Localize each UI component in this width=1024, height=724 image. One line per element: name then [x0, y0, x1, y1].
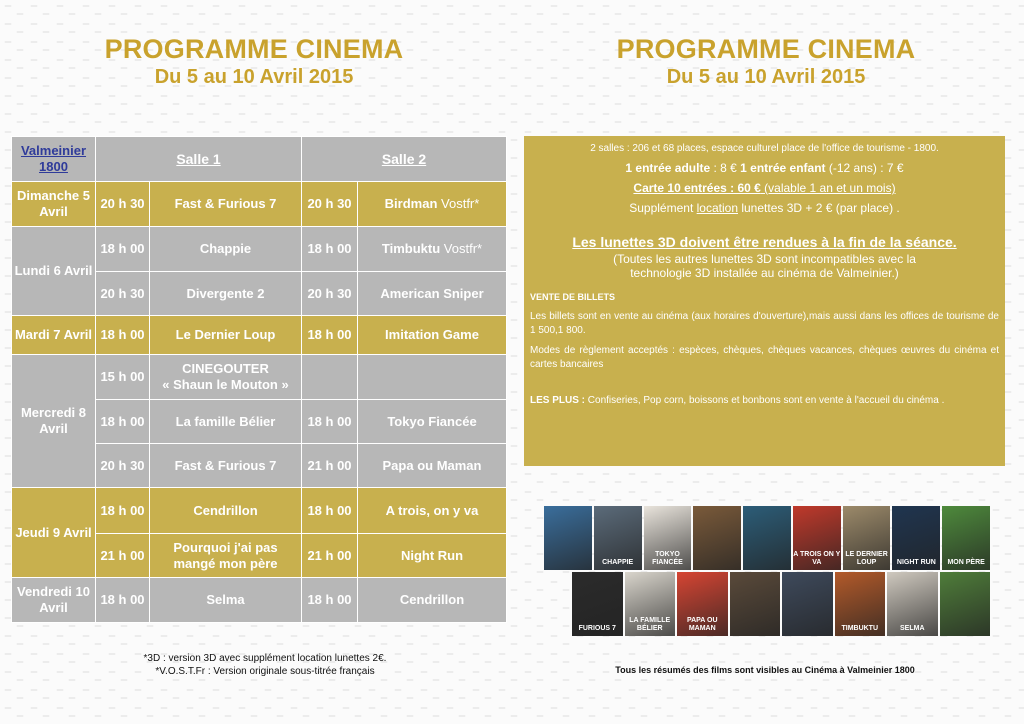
poster-la-famille-belier: LA FAMILLE BÉLIER — [625, 572, 676, 636]
film-title: Cendrillon — [358, 578, 507, 623]
poster-imitation-game — [782, 572, 833, 636]
vostfr-tag: Vostfr* — [440, 241, 483, 256]
showtime: 18 h 00 — [96, 316, 150, 355]
adult-price-label: 1 entrée adulte — [625, 161, 711, 175]
poster-row — [544, 506, 990, 570]
child-price: (-12 ans) : 7 € — [825, 161, 904, 175]
day-label: Vendredi 10 Avril — [12, 578, 96, 623]
plus-label: LES PLUS : — [530, 395, 588, 406]
vente-text: Les billets sont en vente au cinéma (aux horaires d'ouverture),mais aussi dans les offices de tourisme de 1 500,1 800. — [530, 311, 999, 336]
header-right — [556, 34, 976, 90]
poster-fast-furious-7: FURIOUS 7 — [572, 572, 623, 636]
table-row — [12, 316, 507, 355]
child-price-label: 1 entrée enfant — [740, 161, 826, 175]
showtime: 18 h 00 — [302, 488, 358, 534]
card-note: (valable 1 an et un mois) — [760, 181, 896, 195]
schedule-table — [11, 136, 507, 623]
showtime: 15 h 00 — [96, 355, 150, 400]
poster-birdman — [693, 506, 741, 570]
table-row — [12, 488, 507, 534]
showtime: 18 h 00 — [96, 488, 150, 534]
price-line — [530, 161, 999, 175]
glasses-compat: (Toutes les autres lunettes 3D sont incompatibles avec la technologie 3D installée au cinéma de Valmeinier.) — [613, 252, 916, 280]
poster-papa-ou-maman: PAPA OU MAMAN — [677, 572, 728, 636]
info-panel — [524, 136, 1005, 466]
film-title: CINEGOUTER — [182, 361, 269, 376]
supplement-text: Supplément — [629, 201, 697, 215]
footnote-vostfr: *V.O.S.T.Fr : Version originale sous-titrée français — [155, 666, 375, 677]
card-price: Carte 10 entrées : 60 € — [633, 181, 761, 195]
showtime: 21 h 00 — [96, 534, 150, 578]
vostfr-tag: Vostfr* — [437, 196, 480, 211]
day-label: Dimanche 5 Avril — [12, 182, 96, 227]
showtime: 18 h 00 — [302, 578, 358, 623]
film-title: Night Run — [358, 534, 507, 578]
showtime: 18 h 00 — [96, 578, 150, 623]
footnotes — [100, 652, 430, 678]
poster-chappie: CHAPPIE — [594, 506, 642, 570]
showtime: 20 h 30 — [96, 444, 150, 488]
poster-american-sniper — [730, 572, 781, 636]
location-header: Valmeinier 1800 — [12, 137, 96, 182]
film-title: Papa ou Maman — [358, 444, 507, 488]
table-row — [12, 182, 507, 227]
vente-title: VENTE DE BILLETS — [530, 292, 616, 302]
poster-divergente-2 — [743, 506, 791, 570]
day-label: Lundi 6 Avril — [12, 227, 96, 316]
film-cell — [358, 182, 507, 227]
table-row — [12, 227, 507, 272]
film-subtitle: « Shaun le Mouton » — [162, 377, 289, 392]
film-cell — [358, 227, 507, 272]
schedule-header-row — [12, 137, 507, 182]
day-label: Mercredi 8 Avril — [12, 355, 96, 488]
footnote-3d: *3D : version 3D avec supplément location lunettes 2€. — [143, 653, 387, 664]
film-title: Cendrillon — [150, 488, 302, 534]
film-title: Chappie — [150, 227, 302, 272]
resumes-note: Tous les résumés des films sont visibles au Cinéma à Valmeinier 1800 — [615, 665, 915, 675]
film-title: Fast & Furious 7 — [150, 444, 302, 488]
film-title: Divergente 2 — [150, 272, 302, 316]
salle1-header: Salle 1 — [96, 137, 302, 182]
day-label: Mardi 7 Avril — [12, 316, 96, 355]
venue-info: 2 salles : 206 et 68 places, espace culturel place de l'office de tourisme - 1800. — [590, 143, 939, 154]
showtime: 20 h 30 — [302, 182, 358, 227]
poster-le-dernier-loup: LE DERNIER LOUP — [843, 506, 891, 570]
showtime: 20 h 30 — [302, 272, 358, 316]
showtime: 20 h 30 — [96, 182, 150, 227]
payment-modes: Modes de règlement acceptés : espèces, chèques, chèques vacances, chèques œuvres du cinéma et cartes bancaires — [530, 345, 999, 370]
poster-timbuktu: TIMBUKTU — [835, 572, 886, 636]
showtime: 18 h 00 — [96, 227, 150, 272]
programme-dates: Du 5 au 10 Avril 2015 — [154, 66, 354, 88]
film-title: Selma — [150, 578, 302, 623]
poster-a-trois-on-y-va: A TROIS ON Y VA — [793, 506, 841, 570]
poster-selma: SELMA — [887, 572, 938, 636]
film-title: Tokyo Fiancée — [358, 400, 507, 444]
poster-night-run: NIGHT RUN — [892, 506, 940, 570]
showtime: 20 h 30 — [96, 272, 150, 316]
poster-tokyo-fiancee: TOKYO FIANCÉE — [644, 506, 692, 570]
programme-dates: Du 5 au 10 Avril 2015 — [666, 66, 866, 88]
glasses-warning: Les lunettes 3D doivent être rendues à la fin de la séance. — [572, 234, 957, 250]
table-row — [12, 578, 507, 623]
showtime: 18 h 00 — [96, 400, 150, 444]
poster-shaun-le-mouton — [940, 572, 991, 636]
film-title: Le Dernier Loup — [150, 316, 302, 355]
film-title: A trois, on y va — [358, 488, 507, 534]
supplement-text-end: lunettes 3D + 2 € (par place) . — [738, 201, 900, 215]
showtime: 18 h 00 — [302, 400, 358, 444]
adult-price: : 8 € — [710, 161, 741, 175]
film-title: Fast & Furious 7 — [150, 182, 302, 227]
film-title: Imitation Game — [358, 316, 507, 355]
film-title: Birdman — [384, 196, 438, 211]
showtime: 18 h 00 — [302, 316, 358, 355]
empty-cell — [302, 355, 358, 400]
film-title: La famille Bélier — [150, 400, 302, 444]
salle2-header: Salle 2 — [302, 137, 507, 182]
plus-line — [530, 394, 999, 408]
showtime: 18 h 00 — [302, 227, 358, 272]
showtime: 21 h 00 — [302, 444, 358, 488]
film-title: American Sniper — [358, 272, 507, 316]
table-row — [12, 355, 507, 400]
poster-pourquoi-j-ai-pas-mange-mon-pere: MON PÈRE — [942, 506, 990, 570]
supplement-line — [530, 201, 999, 215]
film-title: Timbuktu — [381, 241, 441, 256]
supplement-location: location — [696, 201, 738, 215]
film-cell — [150, 355, 302, 400]
poster-cendrillon — [544, 506, 592, 570]
programme-title: PROGRAMME CINEMA — [104, 34, 404, 64]
showtime: 21 h 00 — [302, 534, 358, 578]
programme-title: PROGRAMME CINEMA — [616, 34, 916, 64]
film-title: Pourquoi j'ai pas mangé mon père — [150, 534, 302, 578]
poster-row — [572, 572, 990, 636]
card-line — [530, 181, 999, 195]
header-left — [44, 34, 464, 90]
day-label: Jeudi 9 Avril — [12, 488, 96, 578]
plus-text: Confiseries, Pop corn, boissons et bonbons sont en vente à l'accueil du cinéma . — [587, 395, 945, 406]
empty-cell — [358, 355, 507, 400]
poster-collage — [544, 506, 990, 638]
